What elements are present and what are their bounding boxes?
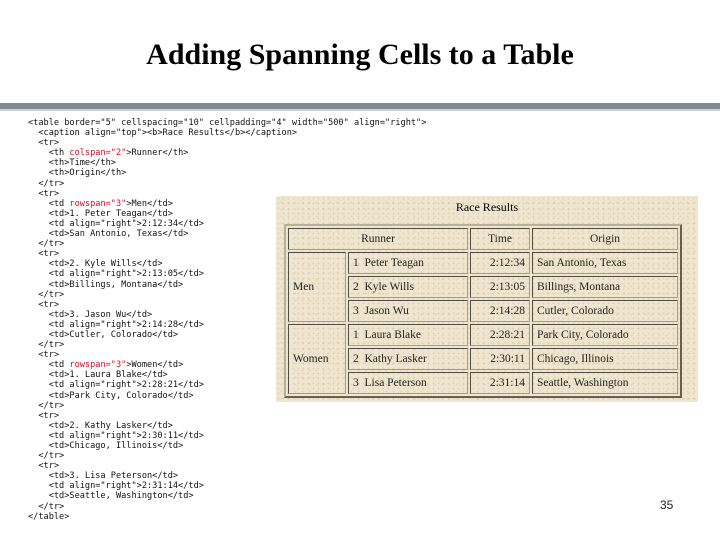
table-row <box>288 348 678 370</box>
table-caption: Race Results <box>455 200 519 214</box>
page-number: 35 <box>660 498 674 512</box>
span-attribute-highlight: rowspan="3" <box>69 198 127 209</box>
code-line: <th>Time</th> <box>28 158 116 169</box>
code-line: <td rowspan="3">Women</td> <box>28 360 184 371</box>
code-line: <th colspan="2">Runner</th> <box>28 148 189 159</box>
code-line: <td align="right">2:31:14</td> <box>28 481 204 492</box>
code-line: <tr> <box>28 138 60 149</box>
slide-title: Adding Spanning Cells to a Table <box>146 38 574 71</box>
runner-cell <box>348 372 468 394</box>
runner-rank: 2 <box>353 281 359 293</box>
code-line: <tr> <box>28 249 60 260</box>
code-line: <td>Chicago, Illinois</td> <box>28 441 184 451</box>
runner-cell <box>348 348 468 370</box>
time-cell: 2:13:05 <box>470 276 530 298</box>
runner-rank: 1 <box>353 257 359 269</box>
code-line: <td>Park City, Colorado</td> <box>28 390 194 401</box>
code-line: <td>1. Laura Blake</td> <box>28 370 168 381</box>
table-row <box>288 252 678 274</box>
code-line: <td>Billings, Montana</td> <box>28 279 184 290</box>
code-line: </tr> <box>28 289 65 300</box>
table-row <box>288 372 678 394</box>
code-line: <td align="right">2:30:11</td> <box>28 430 204 441</box>
code-line: <td rowspan="3">Men</td> <box>28 198 173 209</box>
time-cell: 2:12:34 <box>470 252 530 274</box>
code-line: <td>Seattle, Washington</td> <box>28 491 194 502</box>
title-divider-highlight <box>0 109 720 111</box>
origin-cell: Park City, Colorado <box>532 324 678 346</box>
code-line: </tr> <box>28 239 65 250</box>
code-line: </table> <box>28 511 70 522</box>
code-line: <td>3. Lisa Peterson</td> <box>28 471 179 482</box>
table-row <box>288 300 678 322</box>
runner-name: Laura Blake <box>364 329 422 341</box>
table-row <box>288 276 678 298</box>
runner-cell <box>348 252 468 274</box>
runner-cell <box>348 276 468 298</box>
runner-rank: 3 <box>353 305 359 317</box>
runner-rank: 2 <box>353 353 359 365</box>
code-line: <tr> <box>28 350 60 361</box>
code-line: <tr> <box>28 188 60 199</box>
group-label: Men <box>288 252 346 322</box>
origin-cell: Billings, Montana <box>532 276 678 298</box>
time-cell: 2:30:11 <box>470 348 530 370</box>
header-time: Time <box>470 228 530 250</box>
runner-rank: 1 <box>353 329 359 341</box>
code-line: <td>Cutler, Colorado</td> <box>28 329 179 340</box>
code-line: <td>2. Kathy Lasker</td> <box>28 420 173 431</box>
origin-cell: Seattle, Washington <box>532 372 678 394</box>
rendered-table-panel <box>276 196 698 402</box>
code-line: </tr> <box>28 178 65 189</box>
code-line: <tr> <box>28 410 60 421</box>
code-line: <td align="right">2:28:21</td> <box>28 380 204 391</box>
code-line: <td align="right">2:12:34</td> <box>28 218 204 229</box>
code-line: </tr> <box>28 501 65 512</box>
runner-name: Lisa Peterson <box>364 377 427 389</box>
origin-cell: Chicago, Illinois <box>532 348 678 370</box>
origin-cell: Cutler, Colorado <box>532 300 678 322</box>
code-line: <tr> <box>28 461 60 472</box>
code-line: <table border="5" cellspacing="10" cellpadding="4" width="500" align="right"> <box>28 118 427 128</box>
code-line: <tr> <box>28 299 60 310</box>
group-label: Women <box>288 324 346 394</box>
runner-name: Kathy Lasker <box>364 353 427 365</box>
code-line: <td>San Antonio, Texas</td> <box>28 229 189 240</box>
code-line: <td>3. Jason Wu</td> <box>28 309 153 320</box>
origin-cell: San Antonio, Texas <box>532 252 678 274</box>
code-line: <td align="right">2:13:05</td> <box>28 269 204 280</box>
runner-name: Jason Wu <box>364 305 409 317</box>
runner-name: Peter Teagan <box>364 257 424 269</box>
runner-cell <box>348 300 468 322</box>
time-cell: 2:14:28 <box>470 300 530 322</box>
runner-name: Kyle Wills <box>364 281 414 293</box>
code-line: <th>Origin</th> <box>28 168 127 179</box>
code-line: <td>1. Peter Teagan</td> <box>28 208 173 219</box>
runner-rank: 3 <box>353 377 359 389</box>
code-line: </tr> <box>28 451 65 462</box>
span-attribute-highlight: colspan="2" <box>69 148 127 159</box>
race-results-table <box>284 224 682 398</box>
header-origin: Origin <box>532 228 678 250</box>
code-line: <caption align="top"><b>Race Results</b></caption> <box>28 128 298 139</box>
code-line: <td>2. Kyle Wills</td> <box>28 259 163 270</box>
span-attribute-highlight: rowspan="3" <box>69 360 127 371</box>
time-cell: 2:28:21 <box>470 324 530 346</box>
runner-cell <box>348 324 468 346</box>
time-cell: 2:31:14 <box>470 372 530 394</box>
table-row <box>288 324 678 346</box>
code-line: </tr> <box>28 340 65 351</box>
code-line: <td align="right">2:14:28</td> <box>28 319 204 330</box>
header-runner: Runner <box>288 228 468 250</box>
code-line: </tr> <box>28 400 65 411</box>
